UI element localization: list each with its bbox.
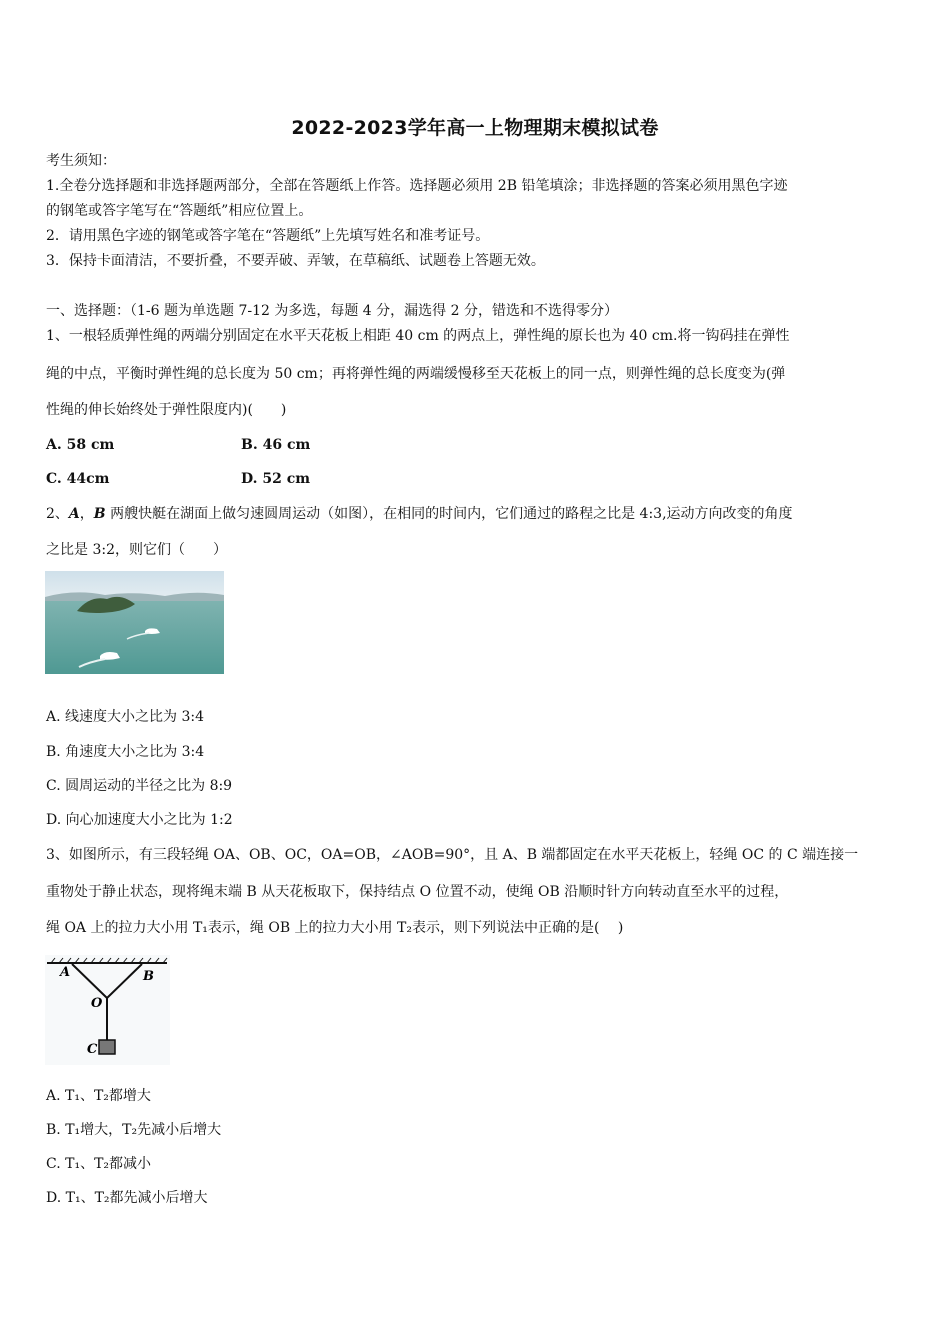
q2-option-d: D. 向心加速度大小之比为 1:2 — [46, 812, 233, 828]
q3-text-line-1: 3、如图所示，有三段轻绳 OA、OB、OC，OA=OB，∠AOB=90°，且 A、B 端都固定在水平天花板上，轻绳 OC 的 C 端连接一 — [46, 847, 859, 863]
q1-option-d: D. 52 cm — [241, 471, 311, 487]
q3-option-c: C. T₁、T₂都减小 — [46, 1156, 152, 1172]
q1-text-line-3: 性绳的伸长始终处于弹性限度内)( ) — [46, 402, 287, 418]
q3-text-line-2: 重物处于静止状态，现将绳末端 B 从天花板取下，保持结点 O 位置不动，使绳 OB 沿顺时针方向转动直至水平的过程， — [46, 884, 789, 900]
speedboats-photo — [45, 571, 224, 674]
q1-option-b: B. 46 cm — [241, 437, 311, 453]
label-c: C — [87, 1042, 98, 1057]
notice-item-2: 2．请用黑色字迹的钢笔或答字笔在“答题纸”上先填写姓名和准考证号。 — [46, 228, 490, 244]
rope-diagram — [45, 955, 170, 1065]
q3-option-b: B. T₁增大，T₂先减小后增大 — [46, 1122, 222, 1138]
q1-option-c: C. 44cm — [46, 471, 110, 487]
notice-item-1: 1.全卷分选择题和非选择题两部分，全部在答题纸上作答。选择题必须用 2B 铅笔填涂；非选择题的答案必须用黑色字迹 — [46, 178, 788, 194]
q2-text-line-2: 之比是 3:2，则它们（ ） — [46, 542, 227, 558]
notice-item-1-cont: 的钢笔或答字笔写在“答题纸”相应位置上。 — [46, 203, 313, 219]
q2-option-a: A. 线速度大小之比为 3:4 — [46, 709, 204, 725]
notice-heading: 考生须知： — [46, 153, 116, 169]
page-title: 2022-2023学年高一上物理期末模拟试卷 — [291, 117, 659, 139]
label-b: B — [143, 969, 154, 984]
q1-text-line-2: 绳的中点，平衡时弹性绳的总长度为 50 cm；再将弹性绳的两端缓慢移至天花板上的同一点，则弹性绳的总长度变为(弹 — [46, 366, 786, 382]
q1-text-line-1: 1、一根轻质弹性绳的两端分别固定在水平天花板上相距 40 cm 的两点上，弹性绳的原长也为 40 cm.将一钩码挂在弹性 — [46, 328, 790, 344]
q2-option-c: C. 圆周运动的半径之比为 8:9 — [46, 778, 233, 794]
label-o: O — [91, 996, 103, 1011]
q3-option-a: A. T₁、T₂都增大 — [46, 1088, 151, 1104]
q3-option-d: D. T₁、T₂都先减小后增大 — [46, 1190, 208, 1206]
q2-option-b: B. 角速度大小之比为 3:4 — [46, 744, 205, 760]
q2-text-line-1: 2、A，B 两艘快艇在湖面上做匀速圆周运动（如图），在相同的时间内，它们通过的路程之比是 4:3,运动方向改变的角度 — [46, 506, 793, 522]
label-a: A — [60, 965, 71, 980]
q1-option-a: A. 58 cm — [46, 437, 115, 453]
section-heading: 一、选择题：（1-6 题为单选题 7-12 为多选，每题 4 分，漏选得 2 分，错选和不选得零分） — [46, 303, 618, 319]
notice-item-3: 3．保持卡面清洁，不要折叠，不要弄破、弄皱，在草稿纸、试题卷上答题无效。 — [46, 253, 545, 269]
q3-text-line-3: 绳 OA 上的拉力大小用 T₁表示，绳 OB 上的拉力大小用 T₂表示，则下列说法中正确的是( ) — [46, 920, 624, 936]
